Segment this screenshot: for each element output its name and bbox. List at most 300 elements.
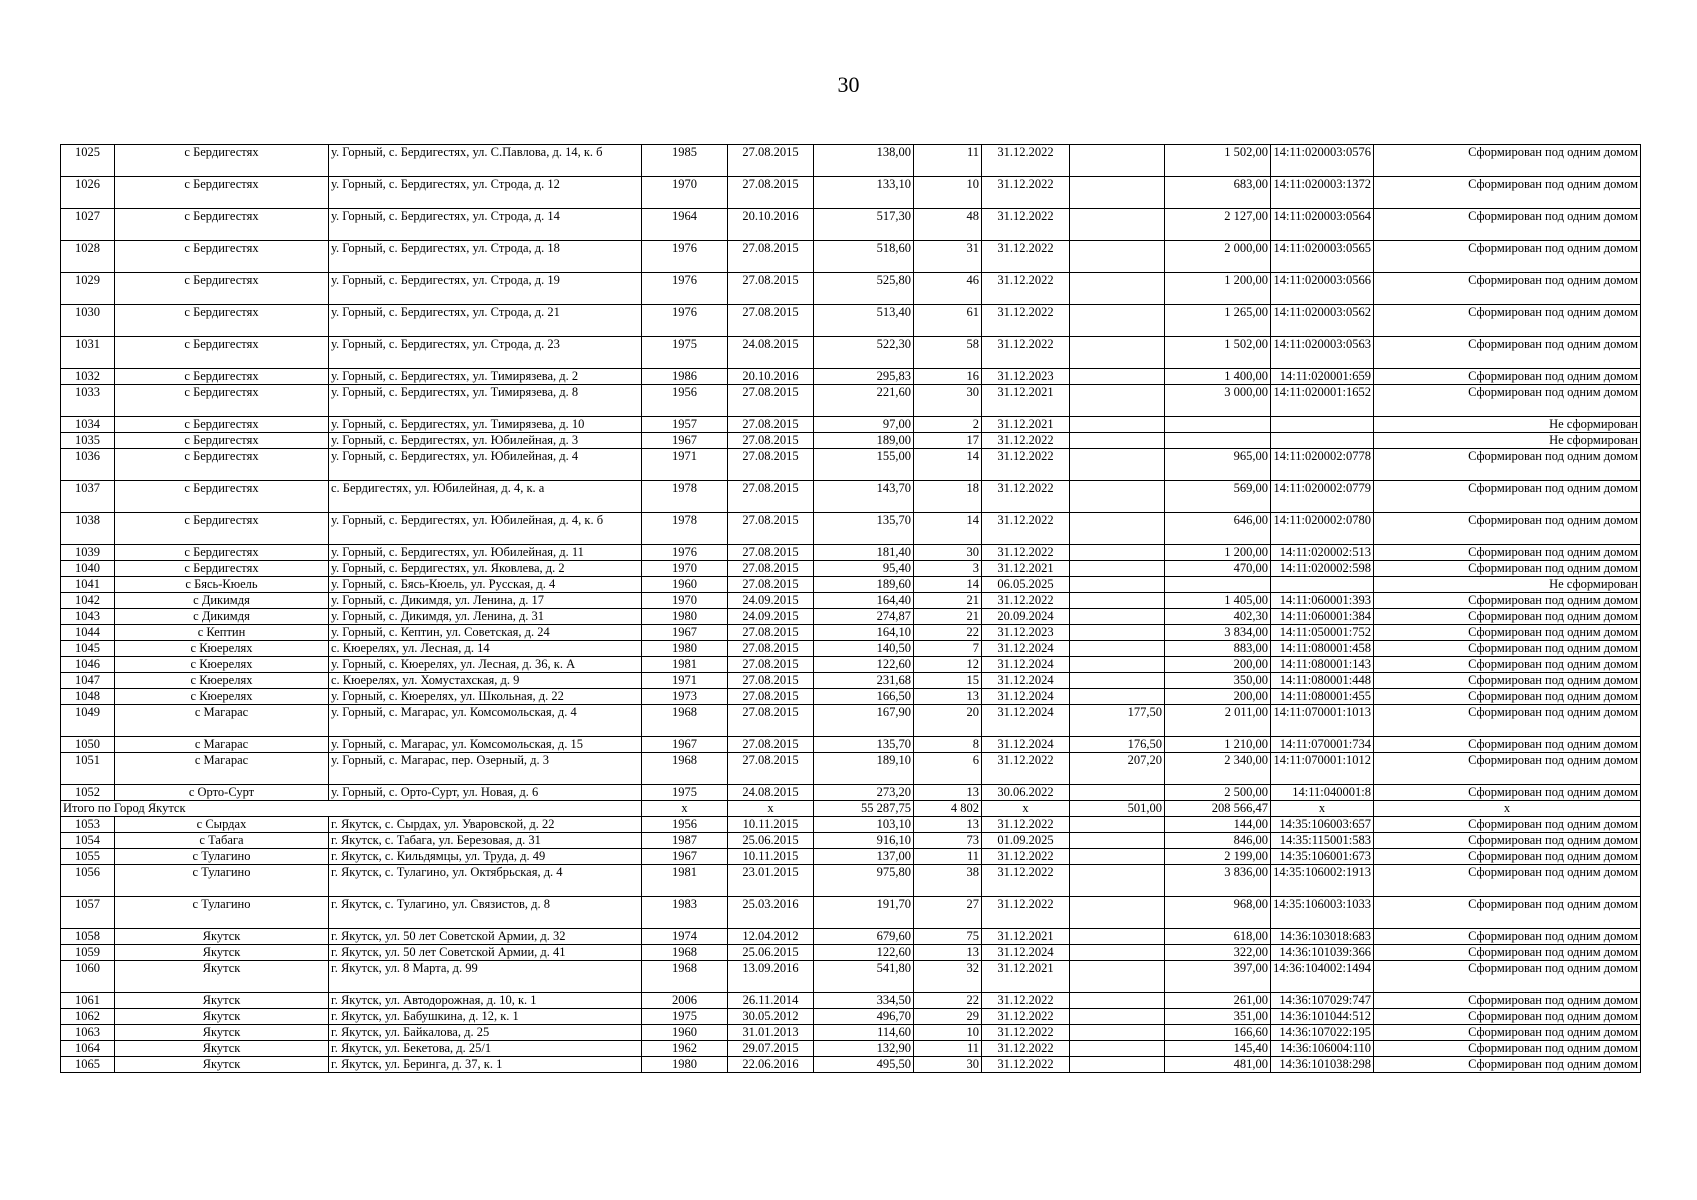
cost-cell: 846,00: [1165, 833, 1271, 849]
resettlement-deadline-cell: 31.12.2024: [982, 641, 1070, 657]
plot-status-cell: Сформирован под одним домом: [1374, 993, 1641, 1009]
address-cell: у. Горный, с. Бердигестях, ул. Юбилейная, д. 4, к. б: [329, 513, 642, 545]
cost-cell: 968,00: [1165, 897, 1271, 929]
address-cell: у. Горный, с. Дикимдя, ул. Ленина, д. 31: [329, 609, 642, 625]
table-row: [61, 561, 1641, 577]
extra-value-cell: [1070, 481, 1165, 513]
extra-value-cell: [1070, 641, 1165, 657]
recognition-date-cell: 20.10.2016: [728, 369, 814, 385]
settlement-cell: с Бердигестях: [115, 545, 329, 561]
resettlement-deadline-cell: 31.12.2022: [982, 1025, 1070, 1041]
plot-status-cell: Сформирован под одним домом: [1374, 609, 1641, 625]
area-cell: 525,80: [814, 273, 914, 305]
build-year-cell: 1970: [642, 561, 728, 577]
residents-cell: 75: [914, 929, 982, 945]
plot-status-cell: Не сформирован: [1374, 433, 1641, 449]
area-cell: 137,00: [814, 849, 914, 865]
plot-status-cell: Сформирован под одним домом: [1374, 305, 1641, 337]
residents-cell: 27: [914, 897, 982, 929]
recognition-date-cell: 24.08.2015: [728, 337, 814, 369]
area-cell: 189,00: [814, 433, 914, 449]
extra-value-cell: [1070, 945, 1165, 961]
table-row: [61, 737, 1641, 753]
plot-status-cell: Сформирован под одним домом: [1374, 817, 1641, 833]
build-year-cell: 2006: [642, 993, 728, 1009]
recognition-date-cell: 24.09.2015: [728, 609, 814, 625]
area-cell: 166,50: [814, 689, 914, 705]
address-cell: с. Кюерелях, ул. Хомустахская, д. 9: [329, 673, 642, 689]
settlement-cell: Якутск: [115, 1025, 329, 1041]
resettlement-deadline-cell: 31.12.2024: [982, 657, 1070, 673]
address-cell: у. Горный, с. Бердигестях, ул. Тимирязева, д. 8: [329, 385, 642, 417]
table-row: [61, 1025, 1641, 1041]
extra-value-cell: [1070, 305, 1165, 337]
cadastral-number-cell: 14:11:070001:1013: [1271, 705, 1374, 737]
settlement-cell: с Бердигестях: [115, 177, 329, 209]
table-row: [61, 1057, 1641, 1073]
cost-cell: 3 836,00: [1165, 865, 1271, 897]
cadastral-number-cell: 14:11:020003:0565: [1271, 241, 1374, 273]
recognition-date-cell: 25.03.2016: [728, 897, 814, 929]
row-number-cell: 1057: [61, 897, 115, 929]
extra-value-cell: [1070, 433, 1165, 449]
recognition-date-cell: 27.08.2015: [728, 481, 814, 513]
extra-value-cell: [1070, 625, 1165, 641]
recognition-date-cell: 10.11.2015: [728, 817, 814, 833]
settlement-cell: с Бердигестях: [115, 385, 329, 417]
recognition-date-cell: 25.06.2015: [728, 945, 814, 961]
build-year-cell: 1975: [642, 785, 728, 801]
resettlement-deadline-cell: 31.12.2022: [982, 241, 1070, 273]
recognition-date-cell: 27.08.2015: [728, 753, 814, 785]
build-year-cell: 1967: [642, 849, 728, 865]
build-year-cell: 1976: [642, 545, 728, 561]
resettlement-deadline-cell: 30.06.2022: [982, 785, 1070, 801]
extra-value-cell: [1070, 961, 1165, 993]
table-row: [61, 785, 1641, 801]
settlement-cell: с Бердигестях: [115, 561, 329, 577]
area-cell: 143,70: [814, 481, 914, 513]
resettlement-deadline-cell: 31.12.2023: [982, 369, 1070, 385]
cost-cell: 2 127,00: [1165, 209, 1271, 241]
plot-status-cell: Сформирован под одним домом: [1374, 753, 1641, 785]
resettlement-deadline-cell: 31.12.2022: [982, 305, 1070, 337]
row-number-cell: 1032: [61, 369, 115, 385]
extra-value-cell: [1070, 865, 1165, 897]
cost-cell: 646,00: [1165, 513, 1271, 545]
cost-cell: 402,30: [1165, 609, 1271, 625]
row-number-cell: 1055: [61, 849, 115, 865]
cost-cell: 261,00: [1165, 993, 1271, 1009]
area-cell: 138,00: [814, 145, 914, 177]
residents-cell: 7: [914, 641, 982, 657]
recognition-date-cell: 24.09.2015: [728, 593, 814, 609]
build-year-cell: 1976: [642, 241, 728, 273]
cadastral-number-cell: 14:11:060001:393: [1271, 593, 1374, 609]
settlement-cell: с Бердигестях: [115, 513, 329, 545]
row-number-cell: 1038: [61, 513, 115, 545]
build-year-cell: 1981: [642, 657, 728, 673]
cadastral-number-cell: [1271, 577, 1374, 593]
area-cell: 221,60: [814, 385, 914, 417]
cost-cell: 322,00: [1165, 945, 1271, 961]
table-row: [61, 545, 1641, 561]
build-year-cell: 1983: [642, 897, 728, 929]
recognition-date-cell: 27.08.2015: [728, 689, 814, 705]
cost-cell: 2 011,00: [1165, 705, 1271, 737]
table-row: [61, 673, 1641, 689]
area-cell: 191,70: [814, 897, 914, 929]
residents-cell: 16: [914, 369, 982, 385]
residents-cell: 48: [914, 209, 982, 241]
address-cell: г. Якутск, ул. Бабушкина, д. 12, к. 1: [329, 1009, 642, 1025]
extra-value-cell: 177,50: [1070, 705, 1165, 737]
row-number-cell: 1041: [61, 577, 115, 593]
extra-value-cell: [1070, 417, 1165, 433]
plot-status-cell: Сформирован под одним домом: [1374, 929, 1641, 945]
build-year-cell: 1968: [642, 945, 728, 961]
page-number: 30: [837, 72, 860, 97]
address-cell: у. Горный, с. Бердигестях, ул. Юбилейная, д. 11: [329, 545, 642, 561]
area-cell: 140,50: [814, 641, 914, 657]
recognition-date-cell: 27.08.2015: [728, 241, 814, 273]
extra-value-cell: [1070, 337, 1165, 369]
cadastral-number-cell: 14:11:020001:659: [1271, 369, 1374, 385]
address-cell: г. Якутск, с. Кильдямцы, ул. Труда, д. 49: [329, 849, 642, 865]
build-year-cell: 1975: [642, 337, 728, 369]
cadastral-number-cell: 14:36:101039:366: [1271, 945, 1374, 961]
resettlement-deadline-cell: 31.12.2022: [982, 993, 1070, 1009]
total-year-cell: x: [642, 801, 728, 817]
plot-status-cell: Сформирован под одним домом: [1374, 945, 1641, 961]
cadastral-number-cell: 14:11:070001:734: [1271, 737, 1374, 753]
cadastral-number-cell: 14:11:080001:455: [1271, 689, 1374, 705]
resettlement-deadline-cell: 31.12.2022: [982, 209, 1070, 241]
build-year-cell: 1967: [642, 433, 728, 449]
settlement-cell: с Кюерелях: [115, 673, 329, 689]
build-year-cell: 1970: [642, 593, 728, 609]
plot-status-cell: Сформирован под одним домом: [1374, 737, 1641, 753]
table-row: [61, 961, 1641, 993]
cost-cell: 350,00: [1165, 673, 1271, 689]
area-cell: 334,50: [814, 993, 914, 1009]
extra-value-cell: [1070, 1057, 1165, 1073]
address-cell: у. Горный, с. Бердигестях, ул. Строда, д. 18: [329, 241, 642, 273]
extra-value-cell: [1070, 785, 1165, 801]
row-number-cell: 1065: [61, 1057, 115, 1073]
build-year-cell: 1980: [642, 641, 728, 657]
cadastral-number-cell: 14:11:080001:458: [1271, 641, 1374, 657]
cadastral-number-cell: 14:11:020003:0566: [1271, 273, 1374, 305]
residents-cell: 13: [914, 689, 982, 705]
cost-cell: 351,00: [1165, 1009, 1271, 1025]
residents-cell: 58: [914, 337, 982, 369]
total-label: Итого по Город Якутск: [61, 801, 642, 817]
build-year-cell: 1970: [642, 177, 728, 209]
total-row: [61, 801, 1641, 817]
residents-cell: 21: [914, 609, 982, 625]
residents-cell: 12: [914, 657, 982, 673]
address-cell: г. Якутск, ул. Автодорожная, д. 10, к. 1: [329, 993, 642, 1009]
area-cell: 189,10: [814, 753, 914, 785]
cost-cell: 1 502,00: [1165, 145, 1271, 177]
extra-value-cell: [1070, 593, 1165, 609]
resettlement-deadline-cell: 31.12.2021: [982, 385, 1070, 417]
address-cell: у. Горный, с. Бердигестях, ул. Яковлева, д. 2: [329, 561, 642, 577]
cadastral-number-cell: [1271, 433, 1374, 449]
resettlement-deadline-cell: 31.12.2022: [982, 817, 1070, 833]
address-cell: у. Горный, с. Дикимдя, ул. Ленина, д. 17: [329, 593, 642, 609]
total-date-cell: x: [728, 801, 814, 817]
area-cell: 541,80: [814, 961, 914, 993]
settlement-cell: Якутск: [115, 961, 329, 993]
cost-cell: 618,00: [1165, 929, 1271, 945]
recognition-date-cell: 27.08.2015: [728, 705, 814, 737]
resettlement-deadline-cell: 31.12.2021: [982, 929, 1070, 945]
area-cell: 295,83: [814, 369, 914, 385]
row-number-cell: 1058: [61, 929, 115, 945]
resettlement-deadline-cell: 31.12.2022: [982, 145, 1070, 177]
settlement-cell: Якутск: [115, 1057, 329, 1073]
resettlement-deadline-cell: 31.12.2022: [982, 1041, 1070, 1057]
settlement-cell: с Магарас: [115, 705, 329, 737]
build-year-cell: 1980: [642, 609, 728, 625]
row-number-cell: 1054: [61, 833, 115, 849]
residents-cell: 6: [914, 753, 982, 785]
residents-cell: 32: [914, 961, 982, 993]
extra-value-cell: [1070, 241, 1165, 273]
resettlement-deadline-cell: 31.12.2022: [982, 177, 1070, 209]
settlement-cell: Якутск: [115, 929, 329, 945]
cadastral-number-cell: 14:35:106003:1033: [1271, 897, 1374, 929]
plot-status-cell: Сформирован под одним домом: [1374, 209, 1641, 241]
plot-status-cell: Не сформирован: [1374, 417, 1641, 433]
residents-cell: 13: [914, 817, 982, 833]
cadastral-number-cell: 14:11:020002:598: [1271, 561, 1374, 577]
cost-cell: 1 405,00: [1165, 593, 1271, 609]
area-cell: 496,70: [814, 1009, 914, 1025]
recognition-date-cell: 27.08.2015: [728, 177, 814, 209]
cadastral-number-cell: 14:35:115001:583: [1271, 833, 1374, 849]
address-cell: у. Горный, с. Бердигестях, ул. Тимирязева, д. 2: [329, 369, 642, 385]
table-row: [61, 305, 1641, 337]
plot-status-cell: Сформирован под одним домом: [1374, 337, 1641, 369]
address-cell: г. Якутск, с. Табага, ул. Березовая, д. 31: [329, 833, 642, 849]
cost-cell: 166,60: [1165, 1025, 1271, 1041]
cadastral-number-cell: 14:11:020002:0780: [1271, 513, 1374, 545]
plot-status-cell: Сформирован под одним домом: [1374, 641, 1641, 657]
table-row: [61, 993, 1641, 1009]
row-number-cell: 1064: [61, 1041, 115, 1057]
residents-cell: 3: [914, 561, 982, 577]
build-year-cell: 1968: [642, 705, 728, 737]
extra-value-cell: [1070, 657, 1165, 673]
recognition-date-cell: 20.10.2016: [728, 209, 814, 241]
table-row: [61, 609, 1641, 625]
cost-cell: 883,00: [1165, 641, 1271, 657]
cost-cell: [1165, 417, 1271, 433]
address-cell: у. Горный, с. Магарас, ул. Комсомольская, д. 4: [329, 705, 642, 737]
recognition-date-cell: 27.08.2015: [728, 737, 814, 753]
build-year-cell: 1980: [642, 1057, 728, 1073]
recognition-date-cell: 24.08.2015: [728, 785, 814, 801]
plot-status-cell: Сформирован под одним домом: [1374, 273, 1641, 305]
settlement-cell: с Бердигестях: [115, 145, 329, 177]
cadastral-number-cell: 14:11:060001:384: [1271, 609, 1374, 625]
residents-cell: 20: [914, 705, 982, 737]
table-row: [61, 945, 1641, 961]
row-number-cell: 1034: [61, 417, 115, 433]
recognition-date-cell: 27.08.2015: [728, 433, 814, 449]
area-cell: 155,00: [814, 449, 914, 481]
resettlement-deadline-cell: 20.09.2024: [982, 609, 1070, 625]
area-cell: 122,60: [814, 945, 914, 961]
recognition-date-cell: 27.08.2015: [728, 417, 814, 433]
table-row: [61, 593, 1641, 609]
build-year-cell: 1962: [642, 1041, 728, 1057]
row-number-cell: 1063: [61, 1025, 115, 1041]
address-cell: у. Горный, с. Бердигестях, ул. Юбилейная, д. 4: [329, 449, 642, 481]
table-row: [61, 1041, 1641, 1057]
plot-status-cell: Сформирован под одним домом: [1374, 1041, 1641, 1057]
cadastral-number-cell: [1271, 417, 1374, 433]
recognition-date-cell: 27.08.2015: [728, 561, 814, 577]
build-year-cell: 1956: [642, 385, 728, 417]
settlement-cell: с Бясь-Кюель: [115, 577, 329, 593]
table-row: [61, 481, 1641, 513]
cadastral-number-cell: 14:11:020003:0563: [1271, 337, 1374, 369]
row-number-cell: 1046: [61, 657, 115, 673]
address-cell: у. Горный, с. Бердигестях, ул. Строда, д. 23: [329, 337, 642, 369]
address-cell: у. Горный, с. Бердигестях, ул. Тимирязева, д. 10: [329, 417, 642, 433]
area-cell: 518,60: [814, 241, 914, 273]
build-year-cell: 1968: [642, 753, 728, 785]
row-number-cell: 1039: [61, 545, 115, 561]
resettlement-deadline-cell: 31.12.2022: [982, 481, 1070, 513]
total-deadline-cell: x: [982, 801, 1070, 817]
build-year-cell: 1974: [642, 929, 728, 945]
address-cell: г. Якутск, ул. Байкалова, д. 25: [329, 1025, 642, 1041]
total-cost-cell: 208 566,47: [1165, 801, 1271, 817]
address-cell: у. Горный, с. Бердигестях, ул. Строда, д. 14: [329, 209, 642, 241]
cost-cell: 3 834,00: [1165, 625, 1271, 641]
recognition-date-cell: 27.08.2015: [728, 641, 814, 657]
cadastral-number-cell: 14:11:070001:1012: [1271, 753, 1374, 785]
recognition-date-cell: 27.08.2015: [728, 577, 814, 593]
build-year-cell: 1956: [642, 817, 728, 833]
row-number-cell: 1029: [61, 273, 115, 305]
table-row: [61, 241, 1641, 273]
cost-cell: 965,00: [1165, 449, 1271, 481]
row-number-cell: 1044: [61, 625, 115, 641]
recognition-date-cell: 27.08.2015: [728, 145, 814, 177]
settlement-cell: с Тулагино: [115, 849, 329, 865]
settlement-cell: с Бердигестях: [115, 273, 329, 305]
cost-cell: 397,00: [1165, 961, 1271, 993]
recognition-date-cell: 27.08.2015: [728, 385, 814, 417]
area-cell: 114,60: [814, 1025, 914, 1041]
cadastral-number-cell: 14:11:020001:1652: [1271, 385, 1374, 417]
address-cell: у. Горный, с. Кюерелях, ул. Школьная, д. 22: [329, 689, 642, 705]
plot-status-cell: Сформирован под одним домом: [1374, 385, 1641, 417]
address-cell: у. Горный, с. Кептин, ул. Советская, д. 24: [329, 625, 642, 641]
area-cell: 679,60: [814, 929, 914, 945]
row-number-cell: 1059: [61, 945, 115, 961]
build-year-cell: 1976: [642, 273, 728, 305]
residents-cell: 15: [914, 673, 982, 689]
table-row: [61, 705, 1641, 737]
plot-status-cell: Сформирован под одним домом: [1374, 1057, 1641, 1073]
plot-status-cell: Сформирован под одним домом: [1374, 593, 1641, 609]
recognition-date-cell: 25.06.2015: [728, 833, 814, 849]
extra-value-cell: [1070, 513, 1165, 545]
row-number-cell: 1056: [61, 865, 115, 897]
resettlement-deadline-cell: 31.12.2024: [982, 673, 1070, 689]
build-year-cell: 1971: [642, 673, 728, 689]
cost-cell: 481,00: [1165, 1057, 1271, 1073]
address-cell: г. Якутск, с. Тулагино, ул. Связистов, д. 8: [329, 897, 642, 929]
table-row: [61, 209, 1641, 241]
extra-value-cell: [1070, 273, 1165, 305]
build-year-cell: 1978: [642, 481, 728, 513]
total-cad-cell: x: [1271, 801, 1374, 817]
extra-value-cell: [1070, 897, 1165, 929]
cadastral-number-cell: 14:11:020002:0779: [1271, 481, 1374, 513]
resettlement-deadline-cell: 01.09.2025: [982, 833, 1070, 849]
total-pop-cell: 4 802: [914, 801, 982, 817]
plot-status-cell: Сформирован под одним домом: [1374, 561, 1641, 577]
settlement-cell: с Магарас: [115, 753, 329, 785]
residents-cell: 2: [914, 417, 982, 433]
table-row: [61, 817, 1641, 833]
residents-cell: 8: [914, 737, 982, 753]
row-number-cell: 1028: [61, 241, 115, 273]
cadastral-number-cell: 14:11:020002:513: [1271, 545, 1374, 561]
cost-cell: 1 265,00: [1165, 305, 1271, 337]
cadastral-number-cell: 14:35:106001:673: [1271, 849, 1374, 865]
settlement-cell: Якутск: [115, 945, 329, 961]
cadastral-number-cell: 14:11:020003:1372: [1271, 177, 1374, 209]
table-row: [61, 657, 1641, 673]
cost-cell: 1 200,00: [1165, 273, 1271, 305]
extra-value-cell: [1070, 609, 1165, 625]
residents-cell: 22: [914, 625, 982, 641]
row-number-cell: 1025: [61, 145, 115, 177]
area-cell: 97,00: [814, 417, 914, 433]
plot-status-cell: Сформирован под одним домом: [1374, 145, 1641, 177]
resettlement-deadline-cell: 31.12.2022: [982, 593, 1070, 609]
address-cell: у. Горный, с. Бердигестях, ул. Строда, д. 21: [329, 305, 642, 337]
resettlement-deadline-cell: 06.05.2025: [982, 577, 1070, 593]
resettlement-deadline-cell: 31.12.2022: [982, 337, 1070, 369]
extra-value-cell: [1070, 577, 1165, 593]
settlement-cell: с Бердигестях: [115, 369, 329, 385]
area-cell: 517,30: [814, 209, 914, 241]
area-cell: 274,87: [814, 609, 914, 625]
cadastral-number-cell: 14:11:020003:0576: [1271, 145, 1374, 177]
residents-cell: 31: [914, 241, 982, 273]
recognition-date-cell: 10.11.2015: [728, 849, 814, 865]
row-number-cell: 1037: [61, 481, 115, 513]
extra-value-cell: 207,20: [1070, 753, 1165, 785]
plot-status-cell: Сформирован под одним домом: [1374, 481, 1641, 513]
area-cell: 273,20: [814, 785, 914, 801]
extra-value-cell: [1070, 145, 1165, 177]
resettlement-deadline-cell: 31.12.2021: [982, 561, 1070, 577]
plot-status-cell: Сформирован под одним домом: [1374, 177, 1641, 209]
plot-status-cell: Сформирован под одним домом: [1374, 545, 1641, 561]
cadastral-number-cell: 14:11:080001:143: [1271, 657, 1374, 673]
